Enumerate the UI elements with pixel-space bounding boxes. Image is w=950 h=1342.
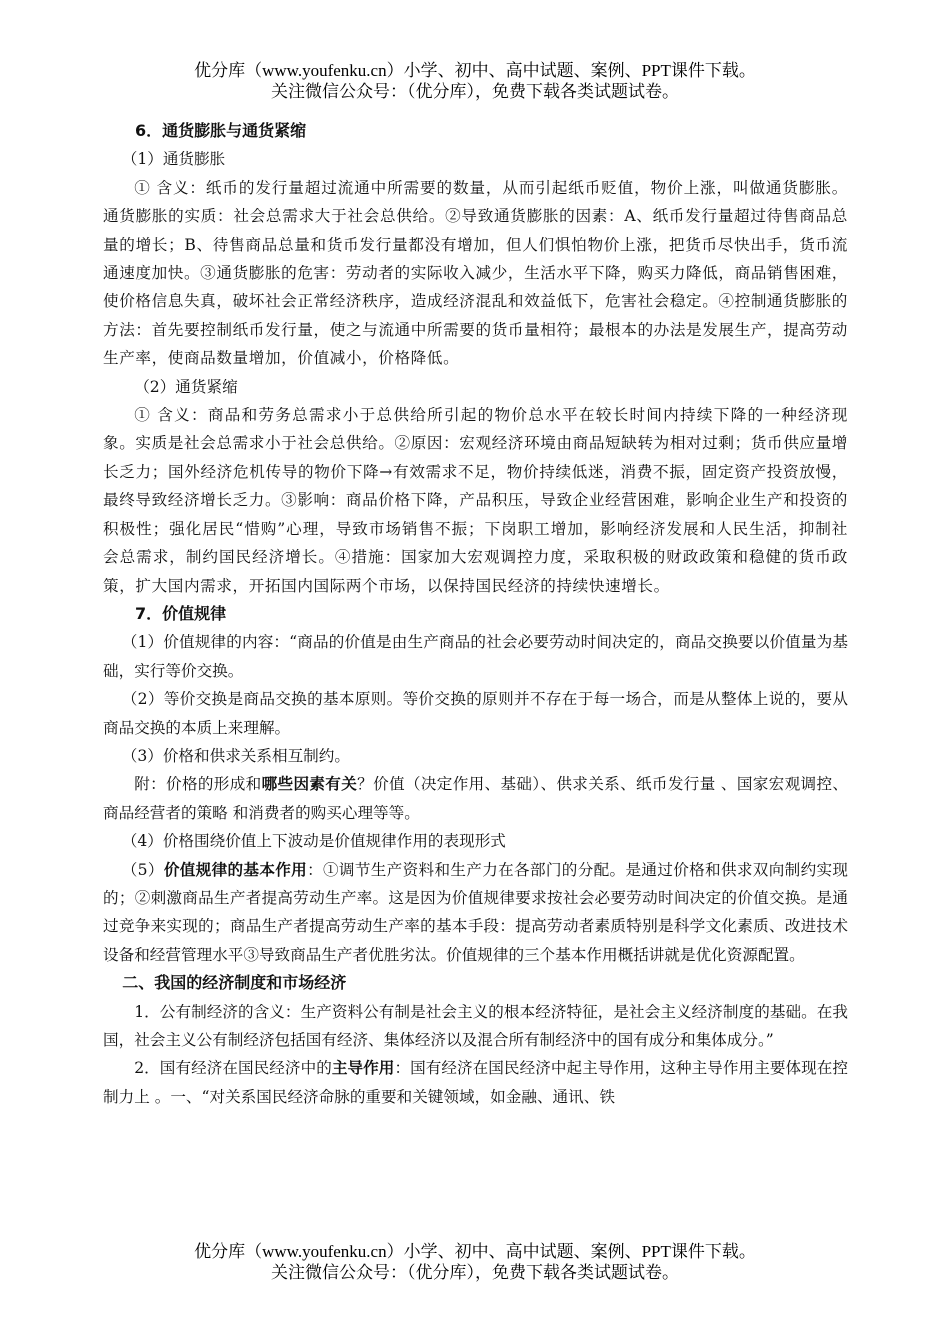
item-5-bold: 价值规律的基本作用: [163, 860, 308, 879]
page-footer: [0, 1241, 950, 1283]
page-header: [0, 60, 950, 102]
state-text-bold: 主导作用: [331, 1059, 395, 1078]
value-law-item-1: （1）价值规律的内容：“商品的价值是由生产商品的社会必要劳动时间决定的，商品交换要以价值量为基础，实行等价交换。: [103, 633, 848, 680]
price-factors-note: [103, 770, 848, 827]
value-law-item-4: （4）价格围绕价值上下波动是价值规律作用的表现形式: [121, 832, 506, 851]
footer-line-2: 关注微信公众号：（优分库），免费下载各类试题试卷。: [271, 1263, 679, 1282]
section-2-heading: 二、我国的经济制度和市场经济: [122, 973, 347, 993]
inflation-paragraph: ① 含义：纸币的发行量超过流通中所需要的数量，从而引起纸币贬值，物价上涨，叫做通货膨胀。通货膨胀的实质：社会总需求大于社会总供给。②导致通货膨胀的因素：A、纸币发行量超过待售商品总量的增长；B、待售商品总量和货币发行量都没有增加，但人们惧怕物价上涨，把货币尽快出手，货币流通速度加快。③通货膨胀的危害：劳动者的实际收入减少，生活水平下降，购买力降低，商品销售困难，使价格信息失真，破坏社会正常经济秩序，造成经济混乱和效益低下，危害社会稳定。④控制通货膨胀的方法：首先要控制纸币发行量，使之与流通中所需要的货币量相符；最根本的办法是发展生产，提高劳动生产率，使商品数量增加，价值减小，价格降低。: [103, 178, 848, 368]
footer-line-1: 优分库（www.youfenku.cn）小学、初中、高中试题、案例、PPT课件下载。: [194, 1242, 756, 1261]
note-text-post: ？价值（决定作用、基础）、供求关系、纸币发行量 、国家宏观调控、商品经营者的策略 和消费者的购买心理等等。: [103, 775, 848, 822]
item-5-prefix: （5）: [121, 860, 164, 879]
deflation-subheading: （2）通货紧缩: [134, 377, 238, 396]
item-5-text: ：①调节生产资料和生产力在各部门的分配。是通过价格和供求双向制约实现的；②刺激商品生产者提高劳动生产率。这是因为价值规律要求按社会必要劳动时间决定的价值交换。是通过竞争来实现的；商品生产者提高劳动生产率的基本手段：提高劳动者素质特别是科学文化素质、改进技术设备和经营管理水平③导致商品生产者优胜劣汰。价值规律的三个基本作用概括讲就是优化资源配置。: [103, 860, 848, 964]
value-law-item-5: [103, 856, 848, 970]
note-text-bold: 哪些因素有关: [261, 775, 358, 794]
section-7-heading: 7．价值规律: [135, 603, 227, 623]
state-economy-paragraph: [103, 1054, 848, 1111]
public-ownership-paragraph: 1．公有制经济的含义：生产资料公有制是社会主义的根本经济特征，是社会主义经济制度的基础。在我国，社会主义公有制经济包括国有经济、集体经济以及混合所有制经济中的国有成分和集体成分。”: [103, 1002, 848, 1049]
state-text-pre: 2．国有经济在国民经济中的: [134, 1059, 332, 1078]
inflation-subheading: （1）通货膨胀: [121, 150, 226, 169]
header-line-2: 关注微信公众号：（优分库），免费下载各类试题试卷。: [271, 82, 679, 101]
note-text-pre: 附：价格的形成和: [134, 775, 262, 794]
header-line-1: 优分库（www.youfenku.cn）小学、初中、高中试题、案例、PPT课件下载。: [194, 61, 756, 80]
deflation-paragraph: ① 含义：商品和劳务总需求小于总供给所引起的物价总水平在较长时间内持续下降的一种经济现象。实质是社会总需求小于社会总供给。②原因：宏观经济环境由商品短缺转为相对过剩；货币供应量增长乏力；国外经济危机传导的物价下降→有效需求不足，物价持续低迷，消费不振，固定资产投资放慢，最终导致经济增长乏力。③影响：商品价格下降，产品积压，导致企业经营困难，影响企业生产和投资的积极性；强化居民“惜购”心理，导致市场销售不振；下岗职工增加，影响经济发展和人民生活，抑制社会总需求，制约国民经济增长。④措施：国家加大宏观调控力度，采取积极的财政政策和稳健的货币政策，扩大国内需求，开拓国内国际两个市场，以保持国民经济的持续快速增长。: [103, 406, 848, 595]
section-6-heading: 6．通货膨胀与通货紧缩: [135, 121, 307, 140]
state-text-post: ：国有经济在国民经济中起主导作用，这种主导作用主要体现在控制力上 。一、“对关系国民经济命脉的重要和关键领域，如金融、通讯、铁: [103, 1059, 848, 1106]
document-body: [103, 117, 848, 1111]
value-law-item-2: （2）等价交换是商品交换的基本原则。等价交换的原则并不存在于每一场合，而是从整体上说的，要从商品交换的本质上来理解。: [103, 690, 849, 737]
value-law-item-3: （3）价格和供求关系相互制约。: [121, 746, 350, 765]
